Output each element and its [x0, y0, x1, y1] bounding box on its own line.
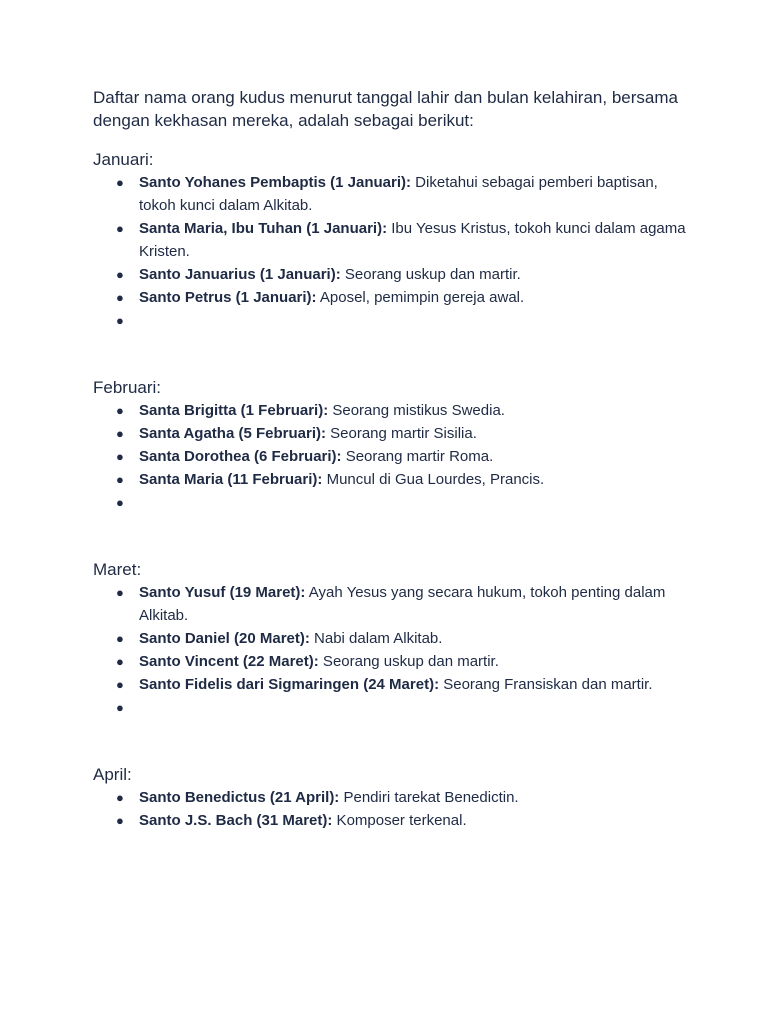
saint-description: Komposer terkenal. [332, 812, 467, 829]
month-section-april [93, 763, 693, 832]
month-section-februari [93, 376, 693, 514]
saint-name: Santo Vincent (22 Maret): [139, 653, 319, 670]
bullet-icon: ● [116, 403, 124, 418]
bullet-icon: ● [116, 290, 124, 305]
month-heading: Maret: [93, 560, 142, 579]
saint-description: Seorang Fransiskan dan martir. [439, 676, 653, 693]
saint-description: Ibu Yesus Kristus, tokoh kunci dalam agama Kristen. [139, 220, 686, 260]
bullet-icon: ● [116, 472, 124, 487]
list-item [93, 171, 693, 217]
saint-description: Seorang martir Sisilia. [325, 425, 477, 442]
month-heading: April: [93, 765, 132, 784]
list-item [93, 217, 693, 263]
month-section-maret [93, 558, 693, 719]
bullet-icon: ● [116, 313, 124, 328]
bullet-icon: ● [116, 654, 124, 669]
bullet-icon: ● [116, 426, 124, 441]
list-item [93, 263, 693, 286]
bullet-icon: ● [116, 221, 124, 236]
saint-description: Seorang uskup dan martir. [318, 653, 499, 670]
saint-name: Santa Maria (11 Februari): [139, 471, 323, 488]
saint-description: Ayah Yesus yang secara hukum, tokoh penting dalam Alkitab. [139, 584, 666, 624]
list-item [93, 650, 693, 673]
list-item [93, 581, 693, 627]
saint-name: Santa Brigitta (1 Februari): [139, 402, 329, 419]
bullet-icon: ● [116, 585, 124, 600]
month-heading: Januari: [93, 150, 154, 169]
empty-list-item [93, 309, 693, 332]
saint-name: Santo Yusuf (19 Maret): [139, 584, 306, 601]
empty-list-item [93, 696, 693, 719]
bullet-icon: ● [116, 267, 124, 282]
list-item [93, 399, 693, 422]
saint-description: Nabi dalam Alkitab. [309, 630, 443, 647]
saint-name: Santo Yohanes Pembaptis (1 Januari): [139, 174, 412, 191]
saint-name: Santa Agatha (5 Februari): [139, 425, 326, 442]
saint-name: Santo Benedictus (21 April): [139, 789, 340, 806]
list-item [93, 468, 693, 491]
list-item [93, 786, 693, 809]
saint-description: Seorang uskup dan martir. [340, 266, 521, 283]
bullet-icon: ● [116, 175, 124, 190]
saint-description: Muncul di Gua Lourdes, Prancis. [322, 471, 545, 488]
saint-description: Aposel, pemimpin gereja awal. [316, 289, 525, 306]
bullet-icon: ● [116, 790, 124, 805]
saint-name: Santa Maria, Ibu Tuhan (1 Januari): [139, 220, 388, 237]
saint-description: Seorang martir Roma. [341, 448, 494, 465]
list-item [93, 286, 693, 309]
saint-list [93, 786, 693, 832]
list-item [93, 627, 693, 650]
bullet-icon: ● [116, 449, 124, 464]
saint-name: Santo J.S. Bach (31 Maret): [139, 812, 333, 829]
saint-name: Santo Daniel (20 Maret): [139, 630, 310, 647]
bullet-icon: ● [116, 677, 124, 692]
intro-paragraph: Daftar nama orang kudus menurut tanggal lahir dan bulan kelahiran, bersama dengan kekhasan mereka, adalah sebagai berikut: [93, 88, 678, 130]
empty-list-item [93, 491, 693, 514]
bullet-icon: ● [116, 813, 124, 828]
list-item [93, 445, 693, 468]
saint-description: Pendiri tarekat Benedictin. [339, 789, 519, 806]
saint-name: Santa Dorothea (6 Februari): [139, 448, 342, 465]
list-item [93, 673, 693, 696]
saint-description: Seorang mistikus Swedia. [328, 402, 505, 419]
bullet-icon: ● [116, 495, 124, 510]
month-section-januari [93, 148, 693, 332]
bullet-icon: ● [116, 631, 124, 646]
saint-name: Santo Januarius (1 Januari): [139, 266, 341, 283]
saint-name: Santo Petrus (1 Januari): [139, 289, 317, 306]
saint-name: Santo Fidelis dari Sigmaringen (24 Maret): [139, 676, 440, 693]
saint-description: Diketahui sebagai pemberi baptisan, tokoh kunci dalam Alkitab. [139, 174, 658, 214]
saint-list [93, 399, 693, 514]
document-page [93, 86, 693, 832]
list-item [93, 422, 693, 445]
list-item [93, 809, 693, 832]
month-heading: Februari: [93, 378, 162, 397]
saint-list [93, 581, 693, 719]
saint-list [93, 171, 693, 332]
bullet-icon: ● [116, 700, 124, 715]
